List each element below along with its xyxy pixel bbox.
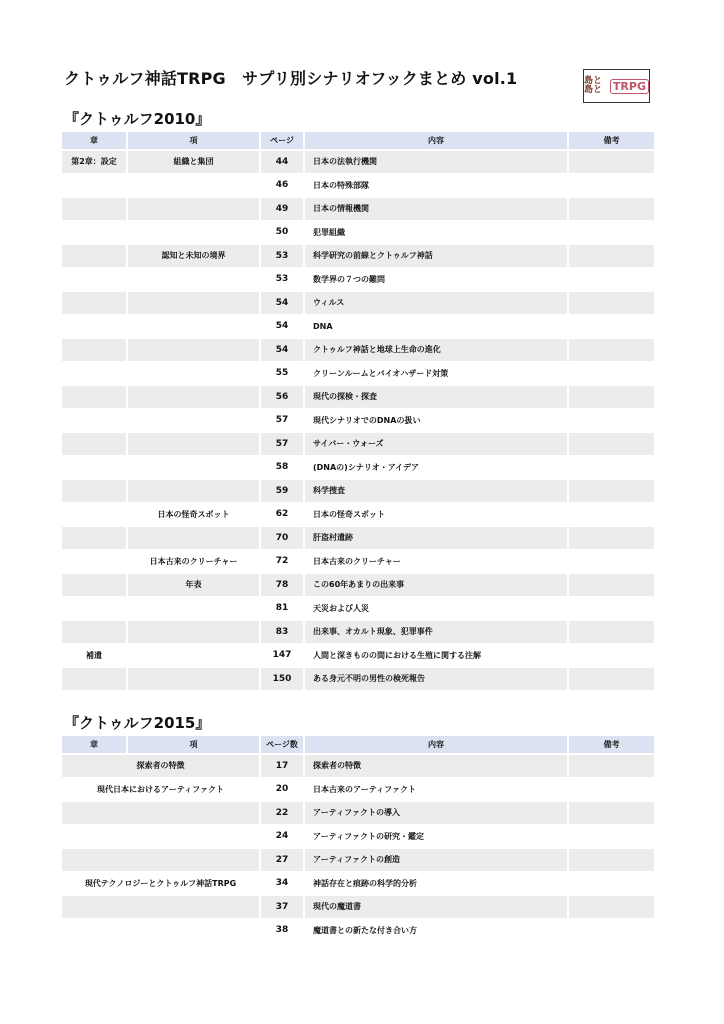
content-cell: 神話存在と痕跡の科学的分析 [305,873,569,897]
note-cell [569,920,656,944]
content-cell: この60年あまりの出来事 [305,574,569,598]
content-cell: 人間と深きものの間における生殖に関する注解 [305,645,569,669]
table-row [62,551,656,575]
note-cell [569,574,656,598]
chapter-item-cell: 探索者の特徴 [62,755,261,779]
content-cell: 現代の探検・探査 [305,386,569,410]
chapter-item-cell [62,920,261,944]
page-cell: 70 [261,527,305,551]
logo-glyph-text: 島と島と [584,76,603,95]
item-cell [128,316,261,340]
content-cell: 現代シナリオでのDNAの扱い [305,410,569,434]
page-cell: 37 [261,896,305,920]
note-cell [569,527,656,551]
note-cell [569,504,656,528]
note-cell [569,316,656,340]
table-header-row [62,736,656,755]
content-cell: DNA [305,316,569,340]
header-chapter: 章 [62,736,128,755]
chapter-item-cell [62,849,261,873]
chapter-item-cell: 現代テクノロジーとクトゥルフ神話TRPG [62,873,261,897]
table-row [62,433,656,457]
table-row [62,151,656,175]
table-row [62,849,656,873]
note-cell [569,292,656,316]
note-cell [569,779,656,803]
content-cell: 犯罪組織 [305,222,569,246]
note-cell [569,410,656,434]
item-cell: 認知と未知の境界 [128,245,261,269]
item-cell [128,433,261,457]
page-cell: 38 [261,920,305,944]
chapter-cell [62,245,128,269]
logo-mark-text: TRPG [610,79,649,94]
header-note: 備考 [569,736,656,755]
content-cell: サイバー・ウォーズ [305,433,569,457]
note-cell [569,896,656,920]
note-cell [569,363,656,387]
table-row [62,198,656,222]
table-row [62,598,656,622]
chapter-cell [62,339,128,363]
chapter-cell [62,269,128,293]
page-cell: 56 [261,386,305,410]
page-cell: 46 [261,175,305,199]
note-cell [569,151,656,175]
page-cell: 53 [261,269,305,293]
note-cell [569,598,656,622]
table-row [62,826,656,850]
page-cell: 78 [261,574,305,598]
table-row [62,222,656,246]
note-cell [569,198,656,222]
page-cell: 54 [261,292,305,316]
content-cell: 日本の怪奇スポット [305,504,569,528]
chapter-cell: 補遺 [62,645,128,669]
table-row [62,896,656,920]
content-cell: 現代の魔道書 [305,896,569,920]
item-cell [128,269,261,293]
item-cell [128,598,261,622]
table-row [62,802,656,826]
note-cell [569,873,656,897]
table-row [62,269,656,293]
note-cell [569,621,656,645]
content-cell: 科学研究の前線とクトゥルフ神話 [305,245,569,269]
content-cell: クトゥルフ神話と地球上生命の進化 [305,339,569,363]
table-row [62,386,656,410]
page-cell: 24 [261,826,305,850]
content-cell: ウィルス [305,292,569,316]
table-row [62,175,656,199]
table-cthulhu-2010 [62,132,656,692]
table-header-row [62,132,656,151]
chapter-cell [62,433,128,457]
chapter-cell [62,363,128,387]
note-cell [569,245,656,269]
table-row [62,873,656,897]
chapter-cell [62,222,128,246]
page-cell: 54 [261,339,305,363]
item-cell: 年表 [128,574,261,598]
note-cell [569,222,656,246]
header-content: 内容 [305,736,569,755]
item-cell [128,527,261,551]
page-cell: 62 [261,504,305,528]
page-cell: 44 [261,151,305,175]
note-cell [569,269,656,293]
item-cell [128,480,261,504]
content-cell: 科学捜査 [305,480,569,504]
page-cell: 147 [261,645,305,669]
item-cell [128,198,261,222]
header-page: ページ [261,132,305,151]
chapter-item-cell [62,896,261,920]
page-cell: 17 [261,755,305,779]
header-item: 項 [128,736,261,755]
content-cell: ある身元不明の男性の検死報告 [305,668,569,692]
page-cell: 20 [261,779,305,803]
item-cell [128,410,261,434]
content-cell: 日本古来のアーティファクト [305,779,569,803]
page-cell: 81 [261,598,305,622]
page-cell: 83 [261,621,305,645]
item-cell [128,363,261,387]
page-cell: 27 [261,849,305,873]
header-content: 内容 [305,132,569,151]
item-cell: 日本古来のクリーチャー [128,551,261,575]
content-cell: 日本古来のクリーチャー [305,551,569,575]
chapter-cell [62,668,128,692]
page-cell: 55 [261,363,305,387]
table-row [62,410,656,434]
chapter-item-cell [62,826,261,850]
table-cthulhu-2015 [62,736,656,943]
item-cell [128,292,261,316]
note-cell [569,645,656,669]
chapter-cell [62,527,128,551]
header-chapter: 章 [62,132,128,151]
chapter-cell [62,504,128,528]
chapter-cell [62,480,128,504]
content-cell: 日本の特殊部隊 [305,175,569,199]
content-cell: 日本の法執行機関 [305,151,569,175]
content-cell: 天災および人災 [305,598,569,622]
content-cell: アーティファクトの導入 [305,802,569,826]
content-cell: 魔道書との新たな付き合い方 [305,920,569,944]
note-cell [569,175,656,199]
table-row [62,574,656,598]
content-cell: アーティファクトの研究・鑑定 [305,826,569,850]
table-row [62,504,656,528]
note-cell [569,826,656,850]
item-cell [128,175,261,199]
table-row [62,755,656,779]
page-cell: 22 [261,802,305,826]
page-cell: 58 [261,457,305,481]
page-cell: 72 [261,551,305,575]
content-cell: (DNAの)シナリオ・アイデア [305,457,569,481]
chapter-cell: 第2章：設定 [62,151,128,175]
chapter-cell [62,198,128,222]
note-cell [569,802,656,826]
chapter-cell [62,574,128,598]
item-cell [128,645,261,669]
content-cell: 日本の情報機関 [305,198,569,222]
note-cell [569,668,656,692]
page-cell: 150 [261,668,305,692]
page-cell: 34 [261,873,305,897]
trpg-logo [583,69,650,103]
item-cell [128,339,261,363]
section-title-2010: 『クトゥルフ2010』 [64,110,211,128]
header-note: 備考 [569,132,656,151]
table-row [62,480,656,504]
chapter-item-cell [62,802,261,826]
table-row [62,779,656,803]
table-row [62,668,656,692]
item-cell [128,386,261,410]
chapter-cell [62,621,128,645]
content-cell: アーティファクトの創造 [305,849,569,873]
item-cell [128,457,261,481]
page-cell: 49 [261,198,305,222]
item-cell [128,222,261,246]
content-cell: 肝盗村遺跡 [305,527,569,551]
page-cell: 50 [261,222,305,246]
table-row [62,527,656,551]
table-row [62,645,656,669]
note-cell [569,339,656,363]
item-cell: 日本の怪奇スポット [128,504,261,528]
table-row [62,245,656,269]
page-cell: 53 [261,245,305,269]
content-cell: クリーンルームとバイオハザード対策 [305,363,569,387]
content-cell: 出来事、オカルト現象、犯罪事件 [305,621,569,645]
chapter-cell [62,316,128,340]
chapter-cell [62,551,128,575]
note-cell [569,551,656,575]
note-cell [569,849,656,873]
content-cell: 探索者の特徴 [305,755,569,779]
note-cell [569,480,656,504]
note-cell [569,433,656,457]
chapter-cell [62,457,128,481]
page-title: クトゥルフ神話TRPG サプリ別シナリオフックまとめ vol.1 [64,69,518,88]
chapter-cell [62,175,128,199]
item-cell [128,668,261,692]
table-row [62,339,656,363]
chapter-cell [62,292,128,316]
page-cell: 54 [261,316,305,340]
item-cell: 組織と集団 [128,151,261,175]
page-cell: 59 [261,480,305,504]
table-row [62,920,656,944]
table-row [62,292,656,316]
section-title-2015: 『クトゥルフ2015』 [64,714,211,732]
chapter-cell [62,598,128,622]
content-cell: 数学界の７つの難問 [305,269,569,293]
chapter-cell [62,386,128,410]
table-row [62,457,656,481]
page-cell: 57 [261,410,305,434]
table-row [62,621,656,645]
header-item: 項 [128,132,261,151]
page-cell: 57 [261,433,305,457]
table-row [62,363,656,387]
header-page-count: ページ数 [261,736,305,755]
note-cell [569,755,656,779]
note-cell [569,457,656,481]
note-cell [569,386,656,410]
chapter-item-cell: 現代日本におけるアーティファクト [62,779,261,803]
chapter-cell [62,410,128,434]
item-cell [128,621,261,645]
table-row [62,316,656,340]
